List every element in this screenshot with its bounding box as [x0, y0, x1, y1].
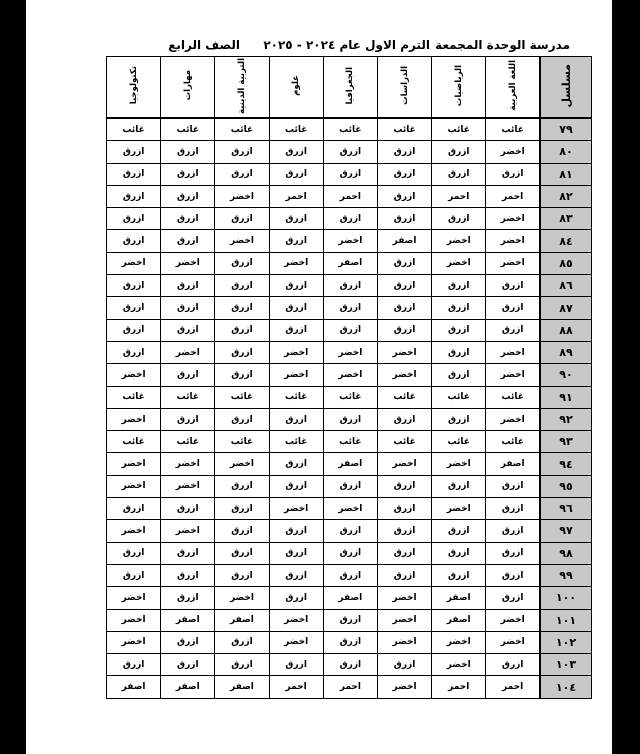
grade-cell: غائب — [161, 431, 215, 453]
grade-cell: احمر — [432, 185, 486, 207]
serial-cell: ٨٤ — [540, 230, 592, 252]
grade-cell: غائب — [161, 118, 215, 141]
grade-cell: احمر — [432, 676, 486, 698]
grade-cell: ازرق — [269, 475, 323, 497]
column-header-serial — [540, 57, 592, 119]
serial-cell: ٩١ — [540, 386, 592, 408]
grade-cell: اخضر — [269, 631, 323, 653]
serial-cell: ٨١ — [540, 163, 592, 185]
grade-cell: ازرق — [377, 185, 431, 207]
grade-cell: اصفر — [377, 230, 431, 252]
grade-cell: اصفر — [432, 609, 486, 631]
column-header-label: تكنولوجيا — [128, 66, 139, 105]
grade-cell: ازرق — [377, 564, 431, 586]
serial-cell: ٨٨ — [540, 319, 592, 341]
grade-cell: اخضر — [107, 587, 161, 609]
grade-cell: ازرق — [432, 141, 486, 163]
grade-cell: احمر — [269, 676, 323, 698]
grade-cell: ازرق — [377, 408, 431, 430]
column-header — [269, 57, 323, 119]
grade-cell: اخضر — [432, 498, 486, 520]
grade-cell: ازرق — [215, 319, 269, 341]
grade-cell: اخضر — [269, 252, 323, 274]
grade-cell: ازرق — [269, 542, 323, 564]
table-header-row — [107, 57, 592, 119]
grade-cell: ازرق — [486, 297, 540, 319]
grade-cell: ازرق — [161, 542, 215, 564]
grade-cell: ازرق — [377, 520, 431, 542]
grade-cell: غائب — [107, 118, 161, 141]
serial-cell: ١٠١ — [540, 609, 592, 631]
grade-cell: اخضر — [377, 364, 431, 386]
grade-cell: غائب — [432, 118, 486, 141]
grade-cell: اخضر — [269, 341, 323, 363]
serial-cell: ٩٣ — [540, 431, 592, 453]
grade-cell: اخضر — [323, 230, 377, 252]
grade-cell: ازرق — [215, 252, 269, 274]
grade-cell: ازرق — [215, 141, 269, 163]
grade-cell: اخضر — [323, 364, 377, 386]
table-row — [107, 163, 592, 185]
grade-cell: ازرق — [377, 275, 431, 297]
serial-cell: ٩٨ — [540, 542, 592, 564]
grade-cell: غائب — [107, 431, 161, 453]
grade-cell: ازرق — [161, 297, 215, 319]
grade-cell: ازرق — [215, 542, 269, 564]
grade-cell: غائب — [323, 118, 377, 141]
grade-cell: اخضر — [269, 498, 323, 520]
table-row — [107, 118, 592, 141]
grade-cell: ازرق — [377, 498, 431, 520]
grade-cell: ازرق — [432, 542, 486, 564]
grade-cell: اخضر — [486, 230, 540, 252]
grade-cell: اخضر — [215, 185, 269, 207]
column-header-label: الرياضيات — [453, 64, 464, 107]
grade-cell: اخضر — [269, 364, 323, 386]
grade-cell: اخضر — [107, 520, 161, 542]
grade-cell: ازرق — [161, 230, 215, 252]
grade-cell: غائب — [215, 431, 269, 453]
grade-cell: اخضر — [161, 252, 215, 274]
grade-cell: ازرق — [269, 208, 323, 230]
serial-cell: ٨٧ — [540, 297, 592, 319]
grade-cell: ازرق — [107, 163, 161, 185]
grade-cell: ازرق — [215, 297, 269, 319]
grade-cell: ازرق — [107, 185, 161, 207]
grade-cell: غائب — [323, 386, 377, 408]
grade-cell: غائب — [269, 386, 323, 408]
grade-cell: ازرق — [269, 141, 323, 163]
grade-cell: ازرق — [215, 341, 269, 363]
serial-cell: ١٠٢ — [540, 631, 592, 653]
grade-cell: ازرق — [486, 163, 540, 185]
grade-cell: اخضر — [161, 341, 215, 363]
grade-cell: ازرق — [215, 520, 269, 542]
table-row — [107, 319, 592, 341]
grade-cell: ازرق — [377, 252, 431, 274]
grade-label: الصف الرابع — [168, 38, 240, 52]
column-header — [377, 57, 431, 119]
grade-cell: ازرق — [486, 498, 540, 520]
grade-cell: اصفر — [323, 453, 377, 475]
grade-cell: ازرق — [269, 520, 323, 542]
term-label: الترم الاول عام ٢٠٢٤ - ٢٠٢٥ — [263, 38, 430, 52]
serial-cell: ٩٤ — [540, 453, 592, 475]
column-header — [107, 57, 161, 119]
grade-cell: غائب — [377, 118, 431, 141]
grade-cell: ازرق — [107, 341, 161, 363]
grade-cell: اخضر — [107, 252, 161, 274]
serial-cell: ٨٣ — [540, 208, 592, 230]
grade-cell: ازرق — [161, 631, 215, 653]
grade-cell: ازرق — [323, 654, 377, 676]
grade-cell: اخضر — [269, 609, 323, 631]
grade-cell: اخضر — [486, 208, 540, 230]
grade-cell: ازرق — [161, 319, 215, 341]
grade-cell: ازرق — [107, 230, 161, 252]
grade-cell: اخضر — [432, 654, 486, 676]
grade-cell: اخضر — [377, 587, 431, 609]
table-row — [107, 542, 592, 564]
grade-cell: ازرق — [486, 275, 540, 297]
table-row — [107, 364, 592, 386]
serial-cell: ٩٢ — [540, 408, 592, 430]
grade-cell: ازرق — [107, 297, 161, 319]
grade-cell: ازرق — [323, 520, 377, 542]
grade-cell: ازرق — [161, 364, 215, 386]
grade-cell: ازرق — [161, 275, 215, 297]
grade-cell: اخضر — [377, 631, 431, 653]
grade-cell: ازرق — [432, 163, 486, 185]
table-row — [107, 453, 592, 475]
table-row — [107, 631, 592, 653]
grade-cell: ازرق — [432, 364, 486, 386]
grade-cell: اخضر — [377, 453, 431, 475]
grade-cell: ازرق — [486, 564, 540, 586]
grade-cell: غائب — [377, 431, 431, 453]
grade-cell: غائب — [269, 431, 323, 453]
grade-cell: غائب — [107, 386, 161, 408]
grade-cell: ازرق — [432, 475, 486, 497]
table-body — [107, 118, 592, 698]
grade-cell: اصفر — [107, 676, 161, 698]
column-header-label: اللغة العربية — [507, 60, 518, 111]
grade-cell: ازرق — [269, 297, 323, 319]
grade-cell: اخضر — [486, 141, 540, 163]
column-header — [161, 57, 215, 119]
serial-cell: ١٠٤ — [540, 676, 592, 698]
grade-cell: ازرق — [215, 408, 269, 430]
column-header-label: مسلسل — [559, 63, 573, 108]
grade-cell: ازرق — [215, 654, 269, 676]
grade-cell: ازرق — [161, 408, 215, 430]
table-row — [107, 609, 592, 631]
table-row — [107, 275, 592, 297]
grade-cell: اخضر — [323, 498, 377, 520]
grade-cell: اخضر — [215, 230, 269, 252]
table-row — [107, 341, 592, 363]
grade-cell: ازرق — [323, 319, 377, 341]
grade-cell: ازرق — [486, 542, 540, 564]
grade-cell: ازرق — [432, 341, 486, 363]
column-header-label: الدراسات — [399, 66, 410, 105]
grade-cell: ازرق — [377, 542, 431, 564]
grade-cell: ازرق — [432, 520, 486, 542]
table-row — [107, 141, 592, 163]
grade-cell: اخضر — [432, 230, 486, 252]
column-header-label: الجغرافيا — [345, 66, 356, 105]
grade-cell: ازرق — [269, 319, 323, 341]
table-row — [107, 498, 592, 520]
grade-cell: ازرق — [107, 208, 161, 230]
grade-cell: ازرق — [215, 631, 269, 653]
grade-cell: ازرق — [107, 319, 161, 341]
grade-cell: غائب — [486, 431, 540, 453]
grade-cell: اخضر — [215, 587, 269, 609]
grade-cell: اخضر — [432, 631, 486, 653]
grade-cell: ازرق — [432, 564, 486, 586]
grade-cell: اصفر — [486, 453, 540, 475]
grade-cell: ازرق — [323, 297, 377, 319]
grade-cell: ازرق — [432, 297, 486, 319]
grade-cell: ازرق — [215, 364, 269, 386]
grade-cell: ازرق — [486, 475, 540, 497]
table-row — [107, 208, 592, 230]
grade-cell: اخضر — [486, 631, 540, 653]
grade-cell: ازرق — [323, 542, 377, 564]
serial-cell: ٨٠ — [540, 141, 592, 163]
grade-cell: اخضر — [215, 453, 269, 475]
grade-cell: احمر — [486, 185, 540, 207]
grade-cell: اخضر — [377, 609, 431, 631]
serial-cell: ٩٧ — [540, 520, 592, 542]
grade-cell: اصفر — [161, 609, 215, 631]
serial-cell: ٨٥ — [540, 252, 592, 274]
grade-cell: اخضر — [486, 609, 540, 631]
grade-cell: ازرق — [377, 319, 431, 341]
grade-cell: ازرق — [486, 319, 540, 341]
grade-cell: ازرق — [323, 631, 377, 653]
grade-cell: احمر — [269, 185, 323, 207]
grade-cell: ازرق — [323, 564, 377, 586]
school-name: مدرسة الوحدة المجمعة — [435, 38, 570, 52]
grade-cell: ازرق — [432, 319, 486, 341]
serial-cell: ٩٦ — [540, 498, 592, 520]
table-row — [107, 431, 592, 453]
document-header — [40, 38, 570, 56]
grades-table — [106, 56, 592, 699]
grade-cell: ازرق — [161, 498, 215, 520]
grade-cell: ازرق — [107, 141, 161, 163]
grade-cell: ازرق — [269, 408, 323, 430]
grade-cell: ازرق — [215, 498, 269, 520]
table-row — [107, 297, 592, 319]
grade-cell: اخضر — [486, 408, 540, 430]
grade-cell: اخضر — [432, 252, 486, 274]
table-row — [107, 386, 592, 408]
grade-cell: غائب — [486, 118, 540, 141]
grade-cell: اخضر — [323, 341, 377, 363]
grade-cell: ازرق — [377, 475, 431, 497]
grade-cell: اخضر — [107, 364, 161, 386]
table-row — [107, 230, 592, 252]
grade-cell: ازرق — [215, 564, 269, 586]
grade-cell: ازرق — [161, 185, 215, 207]
column-header-label: التربية الدينية — [236, 57, 247, 114]
column-header — [486, 57, 540, 119]
grade-cell: ازرق — [161, 654, 215, 676]
grade-cell: اخضر — [486, 252, 540, 274]
grade-cell: غائب — [323, 431, 377, 453]
grade-cell: ازرق — [323, 408, 377, 430]
grade-cell: اخضر — [432, 453, 486, 475]
grade-cell: ازرق — [323, 275, 377, 297]
grade-cell: ازرق — [377, 297, 431, 319]
grade-cell: احمر — [323, 676, 377, 698]
grade-cell: ازرق — [161, 587, 215, 609]
table-row — [107, 408, 592, 430]
table-row — [107, 185, 592, 207]
serial-cell: ٧٩ — [540, 118, 592, 141]
grade-cell: اصفر — [215, 676, 269, 698]
grade-cell: اخضر — [107, 609, 161, 631]
grade-cell: ازرق — [432, 408, 486, 430]
grade-cell: ازرق — [269, 275, 323, 297]
grade-cell: اصفر — [215, 609, 269, 631]
table-row — [107, 654, 592, 676]
grade-cell: ازرق — [323, 208, 377, 230]
grade-cell: غائب — [432, 431, 486, 453]
grade-cell: ازرق — [432, 208, 486, 230]
grade-cell: ازرق — [107, 498, 161, 520]
column-header-label: مهارات — [182, 70, 193, 101]
grade-cell: ازرق — [377, 141, 431, 163]
grade-cell: احمر — [486, 676, 540, 698]
grade-cell: ازرق — [377, 208, 431, 230]
serial-cell: ٨٦ — [540, 275, 592, 297]
grade-cell: ازرق — [486, 654, 540, 676]
grade-cell: اصفر — [323, 252, 377, 274]
grade-cell: ازرق — [161, 163, 215, 185]
grade-cell: ازرق — [161, 141, 215, 163]
grade-cell: اخضر — [107, 408, 161, 430]
grade-cell: ازرق — [107, 275, 161, 297]
grade-cell: اخضر — [107, 631, 161, 653]
grade-cell: غائب — [377, 386, 431, 408]
grade-cell: غائب — [161, 386, 215, 408]
serial-cell: ٩٥ — [540, 475, 592, 497]
column-header — [215, 57, 269, 119]
serial-cell: ١٠٣ — [540, 654, 592, 676]
grade-cell: ازرق — [323, 609, 377, 631]
grade-cell: اصفر — [161, 676, 215, 698]
grade-cell: ازرق — [432, 275, 486, 297]
grade-cell: اخضر — [161, 453, 215, 475]
table-row — [107, 564, 592, 586]
grade-cell: ازرق — [107, 564, 161, 586]
grade-cell: ازرق — [161, 564, 215, 586]
table-row — [107, 587, 592, 609]
serial-cell: ٩٠ — [540, 364, 592, 386]
serial-cell: ٨٢ — [540, 185, 592, 207]
grade-cell: اصفر — [432, 587, 486, 609]
grade-cell: ازرق — [215, 275, 269, 297]
serial-cell: ٩٩ — [540, 564, 592, 586]
grade-cell: اخضر — [377, 676, 431, 698]
grade-cell: ازرق — [486, 520, 540, 542]
grade-cell: اصفر — [323, 587, 377, 609]
grade-cell: ازرق — [269, 163, 323, 185]
grade-cell: ازرق — [107, 654, 161, 676]
grade-cell: اخضر — [107, 475, 161, 497]
grade-cell: ازرق — [269, 453, 323, 475]
column-header — [432, 57, 486, 119]
table-row — [107, 475, 592, 497]
grade-cell: اخضر — [161, 475, 215, 497]
grade-cell: اخضر — [486, 341, 540, 363]
serial-cell: ٨٩ — [540, 341, 592, 363]
grade-cell: اخضر — [107, 453, 161, 475]
grade-cell: ازرق — [161, 208, 215, 230]
grade-cell: ازرق — [323, 163, 377, 185]
serial-cell: ١٠٠ — [540, 587, 592, 609]
grade-cell: ازرق — [323, 475, 377, 497]
table-row — [107, 676, 592, 698]
grade-cell: ازرق — [323, 141, 377, 163]
grade-cell: ازرق — [377, 163, 431, 185]
grade-cell: غائب — [486, 386, 540, 408]
table-row — [107, 520, 592, 542]
grade-cell: احمر — [323, 185, 377, 207]
grade-cell: ازرق — [377, 654, 431, 676]
grade-cell: غائب — [215, 118, 269, 141]
grade-cell: ازرق — [215, 475, 269, 497]
grade-cell: اخضر — [377, 341, 431, 363]
grade-cell: ازرق — [107, 542, 161, 564]
grade-cell: غائب — [215, 386, 269, 408]
grade-cell: ازرق — [269, 230, 323, 252]
grade-cell: ازرق — [215, 208, 269, 230]
grade-cell: ازرق — [215, 163, 269, 185]
grade-cell: ازرق — [269, 654, 323, 676]
table-row — [107, 252, 592, 274]
grade-cell: ازرق — [269, 587, 323, 609]
column-header-label: علوم — [291, 75, 302, 96]
grade-cell: اخضر — [486, 364, 540, 386]
column-header — [323, 57, 377, 119]
grade-cell: ازرق — [486, 587, 540, 609]
grade-cell: ازرق — [269, 564, 323, 586]
grade-cell: غائب — [269, 118, 323, 141]
grade-cell: غائب — [432, 386, 486, 408]
grade-cell: اخضر — [161, 520, 215, 542]
